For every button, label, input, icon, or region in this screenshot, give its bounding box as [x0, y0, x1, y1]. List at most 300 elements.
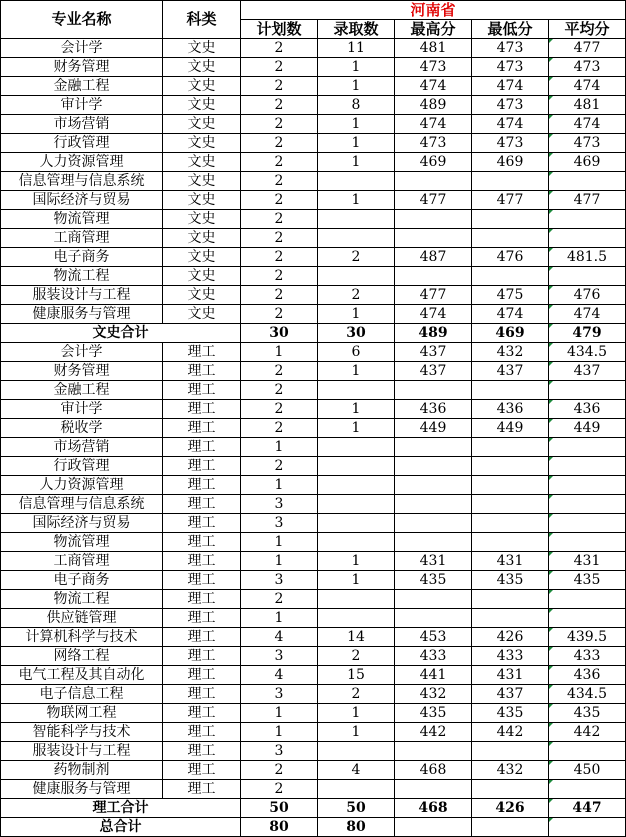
- cell-admitted: 6: [318, 343, 395, 362]
- header-major: 专业名称: [1, 1, 163, 39]
- cell-category: 理工: [163, 419, 241, 438]
- cell-category: 理工: [163, 647, 241, 666]
- cell-avg: [549, 818, 626, 837]
- cell-avg: 434.5: [549, 685, 626, 704]
- cell-min: 476: [472, 248, 549, 267]
- table-row: [1, 476, 626, 495]
- cell-max: 437: [395, 343, 472, 362]
- cell-major: 电气工程及其自动化: [1, 666, 163, 685]
- cell-category: 理工: [163, 552, 241, 571]
- cell-plan: 2: [241, 134, 318, 153]
- cell-admitted: [318, 476, 395, 495]
- cell-min: 436: [472, 400, 549, 419]
- cell-admitted: 50: [318, 799, 395, 818]
- table-row: [1, 381, 626, 400]
- cell-major: 工商管理: [1, 229, 163, 248]
- cell-min: 433: [472, 647, 549, 666]
- cell-category: 理工: [163, 438, 241, 457]
- cell-avg: 436: [549, 400, 626, 419]
- cell-max: 442: [395, 723, 472, 742]
- cell-major: 服装设计与工程: [1, 742, 163, 761]
- cell-avg: [549, 229, 626, 248]
- cell-max: 474: [395, 77, 472, 96]
- cell-min: 442: [472, 723, 549, 742]
- table-row: [1, 229, 626, 248]
- total-label: 文史合计: [1, 324, 241, 343]
- cell-avg: 437: [549, 362, 626, 381]
- table-row: [1, 362, 626, 381]
- cell-major: 审计学: [1, 400, 163, 419]
- cell-min: 435: [472, 704, 549, 723]
- cell-min: [472, 742, 549, 761]
- cell-min: 477: [472, 191, 549, 210]
- table-row: [1, 590, 626, 609]
- cell-plan: 3: [241, 742, 318, 761]
- table-row: [1, 571, 626, 590]
- cell-max: 436: [395, 400, 472, 419]
- cell-admitted: [318, 229, 395, 248]
- header-min: 最低分: [472, 20, 549, 39]
- cell-plan: 3: [241, 571, 318, 590]
- table-row: [1, 780, 626, 799]
- cell-category: 理工: [163, 571, 241, 590]
- header-admitted: 录取数: [318, 20, 395, 39]
- cell-major: 行政管理: [1, 134, 163, 153]
- header-plan: 计划数: [241, 20, 318, 39]
- cell-major: 财务管理: [1, 58, 163, 77]
- cell-major: 行政管理: [1, 457, 163, 476]
- cell-plan: 4: [241, 628, 318, 647]
- table-row: [1, 419, 626, 438]
- cell-admitted: 4: [318, 761, 395, 780]
- cell-max: [395, 780, 472, 799]
- cell-admitted: 1: [318, 704, 395, 723]
- cell-major: 服装设计与工程: [1, 286, 163, 305]
- table-row: [1, 248, 626, 267]
- cell-admitted: [318, 590, 395, 609]
- cell-plan: 3: [241, 685, 318, 704]
- cell-admitted: [318, 172, 395, 191]
- cell-min: [472, 172, 549, 191]
- cell-category: 理工: [163, 457, 241, 476]
- cell-major: 工商管理: [1, 552, 163, 571]
- cell-min: [472, 818, 549, 837]
- table-row: [1, 457, 626, 476]
- cell-admitted: 80: [318, 818, 395, 837]
- table-row: [1, 742, 626, 761]
- table-row: [1, 96, 626, 115]
- cell-plan: 2: [241, 77, 318, 96]
- cell-min: [472, 533, 549, 552]
- cell-min: 474: [472, 115, 549, 134]
- cell-min: 473: [472, 39, 549, 58]
- total-label: 理工合计: [1, 799, 241, 818]
- cell-category: 理工: [163, 533, 241, 552]
- cell-min: [472, 476, 549, 495]
- cell-avg: 442: [549, 723, 626, 742]
- cell-max: 432: [395, 685, 472, 704]
- cell-major: 网络工程: [1, 647, 163, 666]
- cell-category: 文史: [163, 77, 241, 96]
- cell-plan: 1: [241, 723, 318, 742]
- cell-admitted: 1: [318, 191, 395, 210]
- cell-min: 432: [472, 343, 549, 362]
- table-row: [1, 400, 626, 419]
- cell-category: 理工: [163, 704, 241, 723]
- total-label: 总合计: [1, 818, 241, 837]
- cell-max: 468: [395, 761, 472, 780]
- cell-min: 431: [472, 666, 549, 685]
- cell-min: 449: [472, 419, 549, 438]
- cell-plan: 4: [241, 666, 318, 685]
- cell-plan: 2: [241, 381, 318, 400]
- cell-plan: 1: [241, 552, 318, 571]
- cell-major: 会计学: [1, 343, 163, 362]
- cell-max: [395, 172, 472, 191]
- cell-plan: 2: [241, 780, 318, 799]
- cell-min: 473: [472, 134, 549, 153]
- cell-admitted: 2: [318, 286, 395, 305]
- cell-avg: 450: [549, 761, 626, 780]
- cell-min: 469: [472, 153, 549, 172]
- table-row: [1, 514, 626, 533]
- cell-min: [472, 609, 549, 628]
- table-row: [1, 305, 626, 324]
- cell-max: 469: [395, 153, 472, 172]
- header-province: 河南省: [241, 1, 626, 20]
- cell-category: 理工: [163, 476, 241, 495]
- cell-admitted: 2: [318, 248, 395, 267]
- cell-min: [472, 381, 549, 400]
- cell-plan: 2: [241, 153, 318, 172]
- cell-category: 理工: [163, 780, 241, 799]
- cell-avg: [549, 533, 626, 552]
- table-row: [1, 210, 626, 229]
- cell-avg: [549, 381, 626, 400]
- cell-max: [395, 742, 472, 761]
- header-avg: 平均分: [549, 20, 626, 39]
- cell-plan: 3: [241, 495, 318, 514]
- cell-avg: [549, 590, 626, 609]
- cell-min: 473: [472, 96, 549, 115]
- cell-max: [395, 495, 472, 514]
- total-row: [1, 799, 626, 818]
- cell-admitted: 14: [318, 628, 395, 647]
- cell-max: 474: [395, 115, 472, 134]
- cell-plan: 2: [241, 286, 318, 305]
- cell-avg: 474: [549, 77, 626, 96]
- cell-category: 文史: [163, 96, 241, 115]
- cell-major: 供应链管理: [1, 609, 163, 628]
- cell-avg: 481.5: [549, 248, 626, 267]
- table-row: [1, 77, 626, 96]
- cell-category: 文史: [163, 58, 241, 77]
- cell-plan: 2: [241, 761, 318, 780]
- cell-admitted: 15: [318, 666, 395, 685]
- table-row: [1, 666, 626, 685]
- cell-max: 435: [395, 704, 472, 723]
- total-row: [1, 818, 626, 837]
- cell-major: 电子商务: [1, 248, 163, 267]
- cell-major: 药物制剂: [1, 761, 163, 780]
- cell-avg: 434.5: [549, 343, 626, 362]
- cell-min: [472, 495, 549, 514]
- cell-major: 国际经济与贸易: [1, 514, 163, 533]
- cell-avg: 474: [549, 115, 626, 134]
- cell-category: 理工: [163, 514, 241, 533]
- cell-plan: 30: [241, 324, 318, 343]
- cell-category: 文史: [163, 191, 241, 210]
- cell-major: 物联网工程: [1, 704, 163, 723]
- cell-admitted: 1: [318, 77, 395, 96]
- table-row: [1, 191, 626, 210]
- cell-major: 信息管理与信息系统: [1, 172, 163, 191]
- cell-max: 433: [395, 647, 472, 666]
- cell-plan: 2: [241, 229, 318, 248]
- cell-min: 474: [472, 77, 549, 96]
- cell-min: 437: [472, 685, 549, 704]
- cell-max: [395, 533, 472, 552]
- cell-admitted: 2: [318, 647, 395, 666]
- cell-max: [395, 590, 472, 609]
- cell-plan: 2: [241, 267, 318, 286]
- cell-plan: 1: [241, 704, 318, 723]
- cell-plan: 2: [241, 362, 318, 381]
- cell-category: 文史: [163, 305, 241, 324]
- cell-max: 437: [395, 362, 472, 381]
- cell-avg: 447: [549, 799, 626, 818]
- cell-max: 473: [395, 58, 472, 77]
- cell-major: 国际经济与贸易: [1, 191, 163, 210]
- cell-admitted: [318, 609, 395, 628]
- cell-major: 物流工程: [1, 267, 163, 286]
- cell-major: 税收学: [1, 419, 163, 438]
- cell-major: 会计学: [1, 39, 163, 58]
- table-row: [1, 172, 626, 191]
- cell-max: [395, 229, 472, 248]
- cell-min: [472, 457, 549, 476]
- cell-plan: 1: [241, 476, 318, 495]
- cell-max: 441: [395, 666, 472, 685]
- cell-plan: 1: [241, 438, 318, 457]
- cell-min: [472, 514, 549, 533]
- table-row: [1, 628, 626, 647]
- cell-major: 电子商务: [1, 571, 163, 590]
- cell-max: [395, 609, 472, 628]
- cell-min: 432: [472, 761, 549, 780]
- cell-min: [472, 780, 549, 799]
- table-row: [1, 723, 626, 742]
- cell-admitted: [318, 780, 395, 799]
- cell-category: 文史: [163, 267, 241, 286]
- cell-plan: 2: [241, 58, 318, 77]
- cell-category: 理工: [163, 761, 241, 780]
- cell-avg: [549, 210, 626, 229]
- cell-max: [395, 210, 472, 229]
- cell-major: 审计学: [1, 96, 163, 115]
- cell-plan: 2: [241, 248, 318, 267]
- cell-category: 文史: [163, 210, 241, 229]
- cell-plan: 2: [241, 305, 318, 324]
- cell-max: [395, 381, 472, 400]
- cell-admitted: [318, 514, 395, 533]
- cell-admitted: 1: [318, 305, 395, 324]
- cell-max: 477: [395, 191, 472, 210]
- cell-plan: 2: [241, 172, 318, 191]
- cell-category: 理工: [163, 628, 241, 647]
- cell-plan: 80: [241, 818, 318, 837]
- total-row: [1, 324, 626, 343]
- cell-admitted: [318, 742, 395, 761]
- cell-avg: 479: [549, 324, 626, 343]
- cell-avg: [549, 780, 626, 799]
- cell-admitted: 1: [318, 115, 395, 134]
- cell-max: 431: [395, 552, 472, 571]
- cell-max: [395, 476, 472, 495]
- cell-avg: 431: [549, 552, 626, 571]
- cell-category: 文史: [163, 39, 241, 58]
- cell-max: [395, 457, 472, 476]
- cell-admitted: 1: [318, 419, 395, 438]
- cell-plan: 2: [241, 590, 318, 609]
- cell-avg: 449: [549, 419, 626, 438]
- cell-admitted: 1: [318, 552, 395, 571]
- cell-admitted: 1: [318, 58, 395, 77]
- cell-avg: 435: [549, 571, 626, 590]
- cell-avg: 473: [549, 58, 626, 77]
- cell-plan: 2: [241, 39, 318, 58]
- cell-major: 物流工程: [1, 590, 163, 609]
- cell-avg: 477: [549, 39, 626, 58]
- cell-min: 426: [472, 628, 549, 647]
- cell-avg: [549, 172, 626, 191]
- cell-major: 人力资源管理: [1, 153, 163, 172]
- table-row: [1, 552, 626, 571]
- cell-avg: 469: [549, 153, 626, 172]
- cell-category: 理工: [163, 381, 241, 400]
- cell-avg: 476: [549, 286, 626, 305]
- cell-plan: 2: [241, 457, 318, 476]
- cell-category: 理工: [163, 723, 241, 742]
- cell-min: 474: [472, 305, 549, 324]
- cell-max: [395, 267, 472, 286]
- cell-admitted: [318, 438, 395, 457]
- cell-min: 437: [472, 362, 549, 381]
- table-row: [1, 761, 626, 780]
- table-row: [1, 39, 626, 58]
- cell-major: 物流管理: [1, 533, 163, 552]
- cell-min: 426: [472, 799, 549, 818]
- cell-major: 健康服务与管理: [1, 305, 163, 324]
- cell-category: 文史: [163, 134, 241, 153]
- cell-category: 理工: [163, 609, 241, 628]
- cell-min: 431: [472, 552, 549, 571]
- cell-avg: 433: [549, 647, 626, 666]
- table-row: [1, 495, 626, 514]
- cell-major: 电子信息工程: [1, 685, 163, 704]
- cell-plan: 2: [241, 96, 318, 115]
- cell-admitted: 1: [318, 723, 395, 742]
- cell-avg: [549, 495, 626, 514]
- cell-min: [472, 210, 549, 229]
- cell-avg: [549, 267, 626, 286]
- cell-major: 物流管理: [1, 210, 163, 229]
- cell-major: 信息管理与信息系统: [1, 495, 163, 514]
- cell-avg: 436: [549, 666, 626, 685]
- cell-max: [395, 514, 472, 533]
- table-row: [1, 267, 626, 286]
- cell-avg: [549, 438, 626, 457]
- table-row: [1, 647, 626, 666]
- cell-admitted: 11: [318, 39, 395, 58]
- cell-avg: [549, 476, 626, 495]
- cell-category: 理工: [163, 666, 241, 685]
- cell-min: [472, 267, 549, 286]
- cell-plan: 2: [241, 115, 318, 134]
- cell-category: 文史: [163, 248, 241, 267]
- cell-plan: 3: [241, 514, 318, 533]
- cell-max: 453: [395, 628, 472, 647]
- table-row: [1, 134, 626, 153]
- cell-avg: 473: [549, 134, 626, 153]
- cell-category: 文史: [163, 286, 241, 305]
- cell-admitted: 1: [318, 134, 395, 153]
- cell-max: 473: [395, 134, 472, 153]
- cell-max: [395, 818, 472, 837]
- table-row: [1, 343, 626, 362]
- cell-category: 文史: [163, 172, 241, 191]
- cell-avg: [549, 457, 626, 476]
- cell-min: 435: [472, 571, 549, 590]
- cell-category: 文史: [163, 153, 241, 172]
- header-max: 最高分: [395, 20, 472, 39]
- cell-max: 435: [395, 571, 472, 590]
- cell-plan: 2: [241, 400, 318, 419]
- cell-category: 理工: [163, 362, 241, 381]
- cell-max: [395, 438, 472, 457]
- cell-max: 474: [395, 305, 472, 324]
- cell-avg: 435: [549, 704, 626, 723]
- cell-admitted: [318, 533, 395, 552]
- cell-admitted: [318, 495, 395, 514]
- cell-category: 理工: [163, 590, 241, 609]
- cell-min: 475: [472, 286, 549, 305]
- cell-category: 理工: [163, 400, 241, 419]
- cell-avg: 439.5: [549, 628, 626, 647]
- cell-admitted: [318, 381, 395, 400]
- cell-plan: 2: [241, 419, 318, 438]
- cell-category: 理工: [163, 742, 241, 761]
- cell-major: 金融工程: [1, 77, 163, 96]
- cell-avg: 477: [549, 191, 626, 210]
- cell-min: [472, 590, 549, 609]
- table-row: [1, 438, 626, 457]
- cell-avg: 474: [549, 305, 626, 324]
- table-row: [1, 153, 626, 172]
- cell-plan: 2: [241, 191, 318, 210]
- cell-max: 477: [395, 286, 472, 305]
- cell-plan: 1: [241, 533, 318, 552]
- cell-major: 计算机科学与技术: [1, 628, 163, 647]
- cell-plan: 3: [241, 647, 318, 666]
- cell-avg: [549, 742, 626, 761]
- table-row: [1, 115, 626, 134]
- cell-major: 健康服务与管理: [1, 780, 163, 799]
- table-row: [1, 704, 626, 723]
- cell-admitted: 8: [318, 96, 395, 115]
- table-body: [1, 39, 626, 837]
- cell-plan: 50: [241, 799, 318, 818]
